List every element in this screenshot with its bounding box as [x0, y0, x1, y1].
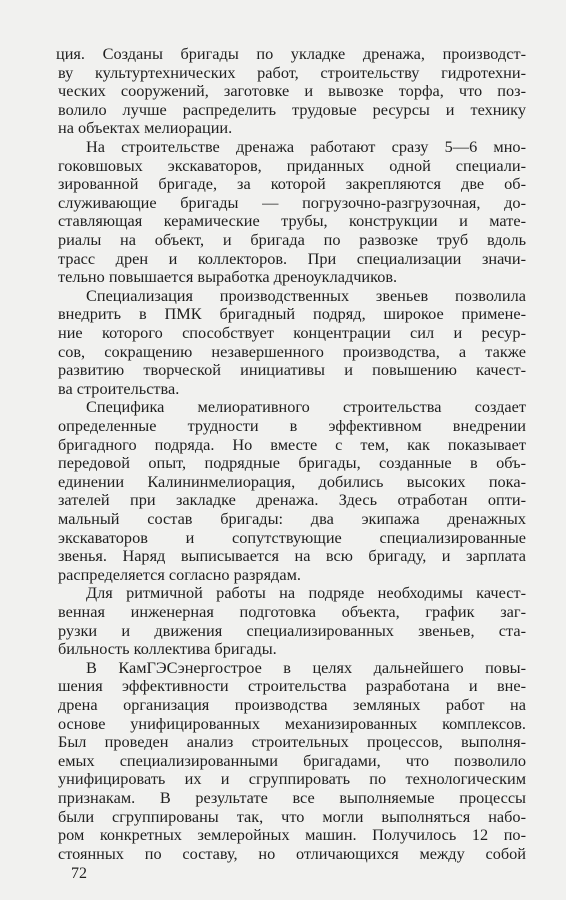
text-line: Был проведен анализ строительных процессов, выполня- — [58, 732, 526, 752]
text-line: бригадного подряда. Но вместе с тем, как показывает — [58, 434, 526, 454]
text-line: ция. Созданы бригады по укладке дренажа, производст- — [56, 44, 526, 63]
text-line: Для ритмичной работы на подряде необходимы качест- — [86, 583, 526, 603]
text-line: служивающие бригады — погрузочно-разгрузочная, до- — [58, 192, 526, 212]
text-line: признакам. В результате все выполняемые процессы — [58, 788, 526, 807]
text-line: были сгруппированы так, что могли выполняться набо- — [58, 806, 526, 826]
text-line: зированной бригаде, за которой закрепляются две об- — [58, 174, 526, 194]
text-line: ром конкретных землеройных машин. Получилось 12 по- — [58, 825, 526, 845]
text-line: сов, сокращению незавершенного производства, а также — [58, 341, 526, 361]
text-line: унифицировать их и сгруппировать по технологическим — [58, 769, 526, 789]
text-line: экскаваторов и сопутствующие специализированные — [58, 527, 526, 547]
text-line: ву культуртехнических работ, строительству гидротехни- — [58, 62, 526, 82]
text-line: определенные трудности в эффективном внедрении — [58, 416, 526, 435]
text-line: мальный состав бригады: два экипажа дренажных — [58, 509, 526, 528]
text-line: дрена организация производства земляных работ на — [58, 695, 526, 714]
text-line: Специфика мелиоративного строительства создает — [86, 397, 526, 417]
text-line: распределяется согласно разрядам. — [58, 564, 301, 584]
text-line: тельно повышается выработка дреноукладчиков. — [58, 267, 398, 287]
text-line: волило лучше распределить трудовые ресурсы и технику — [58, 99, 526, 119]
text-line: ставляющая керамические трубы, конструкции и мате- — [58, 211, 526, 231]
text-line: зателей при закладке дренажа. Здесь отработан опти- — [58, 490, 526, 510]
text-line: ческих сооружений, заготовке и вывозке торфа, что поз- — [58, 81, 526, 101]
text-line: единении Калининмелиорация, добились высоких пока- — [58, 471, 526, 491]
text-line: трасс дрен и коллекторов. При специализации значи- — [58, 248, 526, 268]
text-line: стоянных по составу, но отличающихся между собой — [58, 843, 526, 863]
text-line: шения эффективности строительства разработана и вне- — [58, 676, 526, 696]
text-line: бильность коллектива бригады. — [58, 639, 277, 659]
text-line: внедрить в ПМК бригадный подряд, широкое примене- — [58, 304, 526, 324]
text-line: звенья. Наряд выписывается на всю бригаду, и зарплата — [58, 546, 526, 566]
text-line: на объектах мелиорации. — [58, 118, 233, 138]
text-line: Специализация производственных звеньев позволила — [86, 285, 526, 305]
text-line: передовой опыт, подрядные бригады, созданные в объ- — [58, 453, 526, 473]
text-line: ние которого способствует концентрации сил и ресур- — [58, 323, 526, 342]
text-line: риалы на объект, и бригада по развозке труб вдоль — [58, 230, 526, 249]
text-line: рузки и движения специализированных звеньев, ста- — [58, 620, 526, 640]
text-line: В КамГЭСэнергострое в целях дальнейшего повы- — [86, 657, 526, 677]
text-line: основе унифицированных механизированных комплексов. — [58, 713, 526, 733]
text-line: ва строительства. — [58, 378, 180, 398]
text-line: венная инженерная подготовка объекта, график заг- — [58, 602, 526, 621]
text-line: На строительстве дренажа работают сразу 5—6 мно- — [86, 137, 526, 156]
text-line: емых специализированными бригадами, что позволило — [58, 750, 526, 770]
text-line: развитию творческой инициативы и повышению качест- — [58, 360, 526, 380]
page-number: 72 — [71, 865, 87, 882]
text-line: гоковшовых экскаваторов, приданных одной специали- — [58, 155, 526, 175]
